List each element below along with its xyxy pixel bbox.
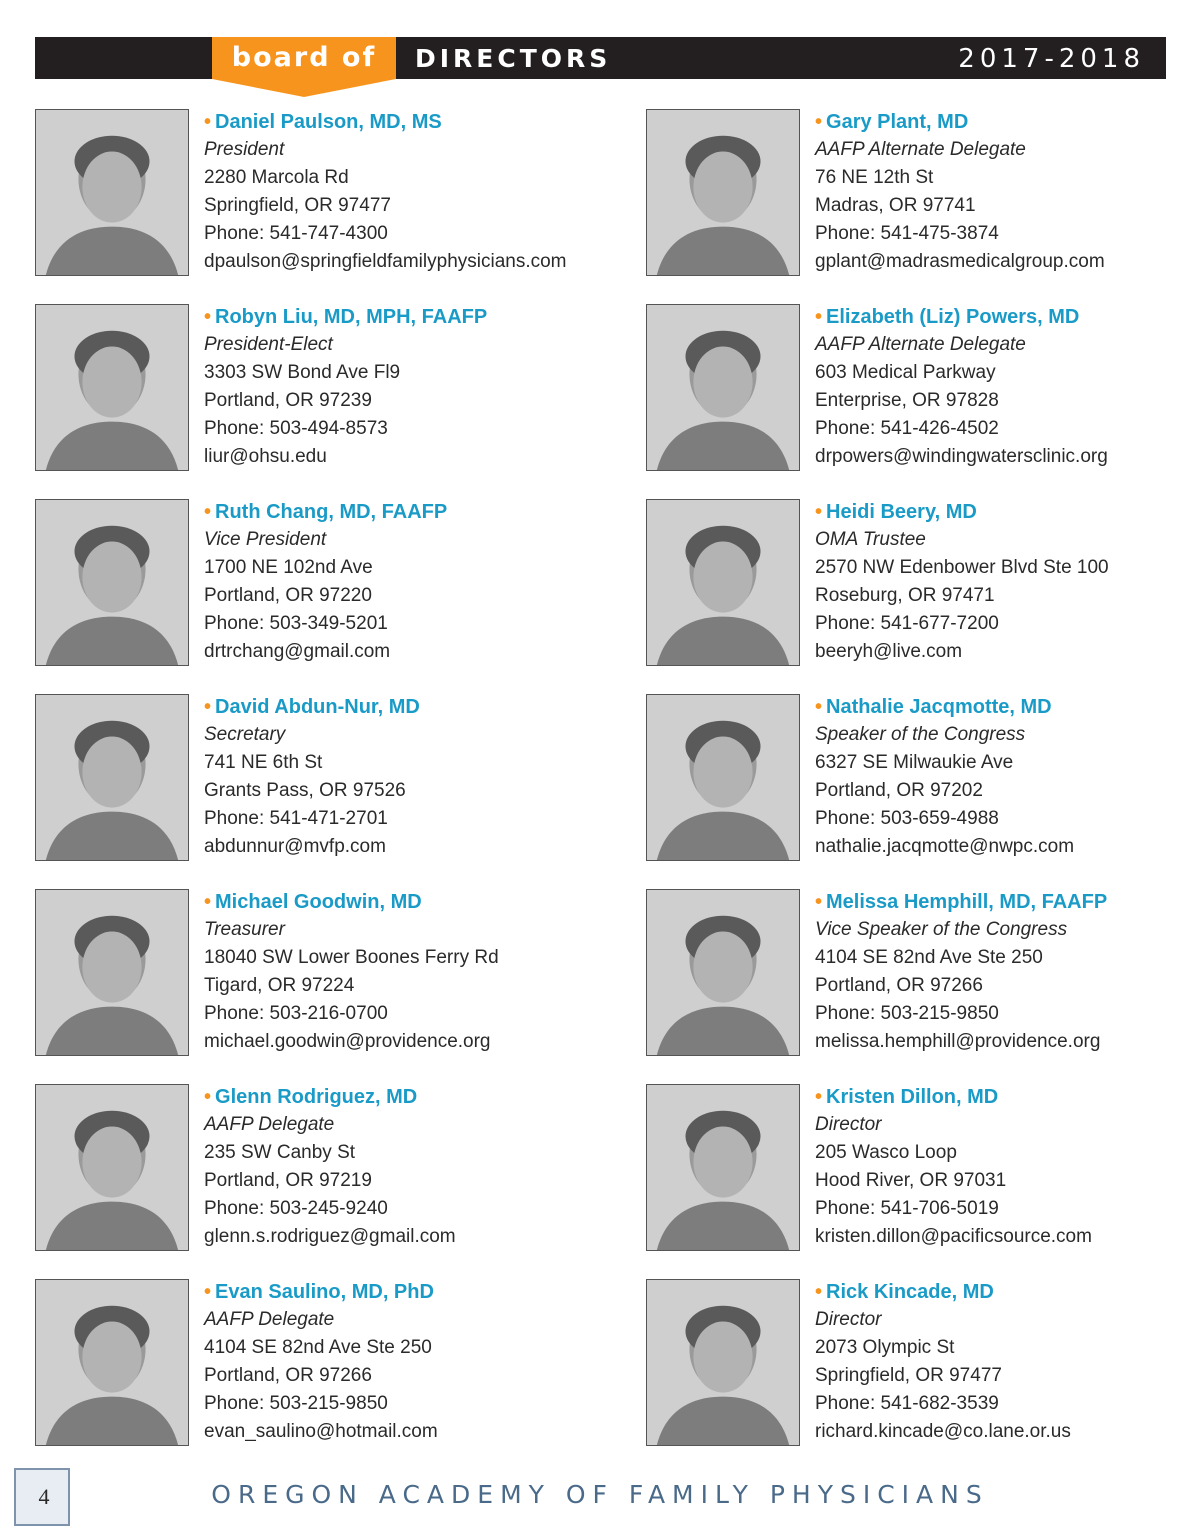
director-name: Rick Kincade, MD [826,1281,994,1303]
director-info [815,1083,1092,1251]
director-email[interactable]: dpaulson@springfieldfamilyphysicians.com [204,251,567,272]
director-name-line [815,693,1074,721]
director-entry [35,1279,595,1474]
portrait-icon [36,110,188,275]
header-tab-label: board of [231,42,377,73]
page-title: DIRECTORS [415,44,612,73]
director-phone: Phone: 503-216-0700 [204,1003,388,1024]
director-role: AAFP Delegate [204,1309,335,1330]
director-name-line [204,303,487,331]
director-phone: Phone: 541-426-4502 [815,418,999,439]
director-entry [35,304,595,499]
director-name-line [815,1278,1071,1306]
director-address-street: 235 SW Canby St [204,1142,356,1163]
director-entry [646,1084,1200,1279]
director-photo [646,889,800,1056]
director-phone: Phone: 503-659-4988 [815,808,999,829]
director-info [204,1083,456,1251]
director-name: Nathalie Jacqmotte, MD [826,696,1052,718]
director-role: AAFP Alternate Delegate [815,334,1026,355]
director-phone: Phone: 503-215-9850 [204,1393,388,1414]
director-address-street: 205 Wasco Loop [815,1142,957,1163]
bullet-icon: • [815,891,823,913]
director-address-street: 6327 SE Milwaukie Ave [815,752,1014,773]
director-entry [646,694,1200,889]
director-photo [646,304,800,471]
director-address-city: Portland, OR 97266 [204,1365,372,1386]
director-name-line [204,498,447,526]
director-name: Robyn Liu, MD, MPH, FAAFP [215,306,488,328]
director-address-street: 76 NE 12th St [815,167,934,188]
director-address-street: 741 NE 6th St [204,752,323,773]
director-name-line [204,1083,456,1111]
director-name: Elizabeth (Liz) Powers, MD [826,306,1080,328]
director-photo [35,499,189,666]
director-name-line [815,1083,1092,1111]
director-role: Director [815,1114,882,1135]
director-name-line [815,303,1108,331]
director-entry [646,499,1200,694]
director-info [204,498,447,666]
director-phone: Phone: 503-494-8573 [204,418,388,439]
director-address-street: 2073 Olympic St [815,1337,955,1358]
director-email[interactable]: abdunnur@mvfp.com [204,836,386,857]
director-email[interactable]: glenn.s.rodriguez@gmail.com [204,1226,456,1247]
portrait-icon [647,1085,799,1250]
director-address-street: 603 Medical Parkway [815,362,996,383]
director-photo [35,1279,189,1446]
director-role: President-Elect [204,334,333,355]
director-phone: Phone: 541-747-4300 [204,223,388,244]
director-email[interactable]: evan_saulino@hotmail.com [204,1421,438,1442]
director-address-city: Portland, OR 97202 [815,780,983,801]
director-name: David Abdun-Nur, MD [215,696,420,718]
director-name: Kristen Dillon, MD [826,1086,999,1108]
director-entry [35,889,595,1084]
bullet-icon: • [815,696,823,718]
director-address-city: Portland, OR 97239 [204,390,372,411]
director-email[interactable]: drtrchang@gmail.com [204,641,391,662]
director-name-line [204,108,567,136]
director-address-city: Portland, OR 97266 [815,975,983,996]
director-info [815,1278,1071,1446]
director-role: Secretary [204,724,286,745]
director-name-line [204,693,420,721]
bullet-icon: • [815,1281,823,1303]
portrait-icon [36,695,188,860]
director-photo [35,109,189,276]
portrait-icon [647,890,799,1055]
director-address-city: Portland, OR 97219 [204,1170,372,1191]
director-name: Ruth Chang, MD, FAAFP [215,501,448,523]
director-role: AAFP Delegate [204,1114,335,1135]
director-name: Gary Plant, MD [826,111,969,133]
director-role: Vice President [204,529,327,550]
director-info [204,888,499,1056]
portrait-icon [647,305,799,470]
director-address-city: Springfield, OR 97477 [204,195,391,216]
director-email[interactable]: beeryh@live.com [815,641,963,662]
director-photo [646,1279,800,1446]
director-info [204,693,420,861]
director-name: Michael Goodwin, MD [215,891,422,913]
portrait-icon [36,305,188,470]
director-email[interactable]: melissa.hemphill@providence.org [815,1031,1101,1052]
bullet-icon: • [204,111,212,133]
director-info [815,693,1074,861]
director-phone: Phone: 541-706-5019 [815,1198,999,1219]
director-name-line [815,498,1109,526]
director-info [815,888,1107,1056]
director-name-line [204,1278,438,1306]
director-address-city: Springfield, OR 97477 [815,1365,1002,1386]
director-email[interactable]: richard.kincade@co.lane.or.us [815,1421,1071,1442]
director-email[interactable]: nathalie.jacqmotte@nwpc.com [815,836,1075,857]
portrait-icon [647,110,799,275]
director-address-street: 3303 SW Bond Ave Fl9 [204,362,401,383]
director-email[interactable]: michael.goodwin@providence.org [204,1031,491,1052]
director-entry [646,109,1200,304]
director-address-street: 18040 SW Lower Boones Ferry Rd [204,947,499,968]
director-address-city: Hood River, OR 97031 [815,1170,1007,1191]
director-info [204,1278,438,1446]
portrait-icon [647,500,799,665]
director-role: Director [815,1309,882,1330]
director-role: President [204,139,285,160]
director-email[interactable]: kristen.dillon@pacificsource.com [815,1226,1092,1247]
director-photo [646,109,800,276]
director-name-line [204,888,499,916]
director-phone: Phone: 541-475-3874 [815,223,999,244]
director-photo [35,694,189,861]
bullet-icon: • [204,501,212,523]
director-name-line [815,108,1105,136]
director-photo [646,1084,800,1251]
director-role: AAFP Alternate Delegate [815,139,1026,160]
director-info [204,303,487,471]
director-name: Daniel Paulson, MD, MS [215,111,442,133]
bullet-icon: • [815,1086,823,1108]
director-entry [35,694,595,889]
director-photo [35,304,189,471]
director-address-city: Madras, OR 97741 [815,195,976,216]
director-entry [646,889,1200,1084]
director-address-street: 1700 NE 102nd Ave [204,557,373,578]
page-number: 4 [38,1484,50,1509]
director-role: Speaker of the Congress [815,724,1026,745]
director-name-line [815,888,1107,916]
director-name: Heidi Beery, MD [826,501,977,523]
director-address-street: 4104 SE 82nd Ave Ste 250 [204,1337,432,1358]
director-info [815,498,1109,666]
director-address-city: Grants Pass, OR 97526 [204,780,406,801]
director-phone: Phone: 503-215-9850 [815,1003,999,1024]
director-name: Glenn Rodriguez, MD [215,1086,418,1108]
footer-organization: OREGON ACADEMY OF FAMILY PHYSICIANS [211,1480,989,1509]
director-address-city: Portland, OR 97220 [204,585,372,606]
bullet-icon: • [204,1281,212,1303]
director-phone: Phone: 541-682-3539 [815,1393,999,1414]
director-address-city: Tigard, OR 97224 [204,975,355,996]
directors-column-right [646,109,1200,1474]
director-photo [35,1084,189,1251]
director-address-city: Roseburg, OR 97471 [815,585,995,606]
header-year: 2017-2018 [958,44,1145,74]
director-address-street: 2280 Marcola Rd [204,167,349,188]
director-phone: Phone: 503-245-9240 [204,1198,388,1219]
director-address-street: 2570 NW Edenbower Blvd Ste 100 [815,557,1109,578]
bullet-icon: • [815,501,823,523]
portrait-icon [36,1280,188,1445]
director-role: OMA Trustee [815,529,926,550]
bullet-icon: • [204,1086,212,1108]
director-entry [646,304,1200,499]
director-email[interactable]: gplant@madrasmedicalgroup.com [815,251,1105,272]
director-role: Vice Speaker of the Congress [815,919,1068,940]
portrait-icon [36,500,188,665]
director-address-city: Enterprise, OR 97828 [815,390,999,411]
director-photo [35,889,189,1056]
director-phone: Phone: 541-677-7200 [815,613,999,634]
director-entry [35,499,595,694]
director-name: Evan Saulino, MD, PhD [215,1281,434,1303]
director-photo [646,694,800,861]
director-entry [646,1279,1200,1474]
portrait-icon [36,890,188,1055]
director-phone: Phone: 541-471-2701 [204,808,388,829]
director-info [815,303,1108,471]
director-role: Treasurer [204,919,285,940]
portrait-icon [647,1280,799,1445]
bullet-icon: • [204,306,212,328]
bullet-icon: • [204,891,212,913]
director-entry [35,1084,595,1279]
bullet-icon: • [815,111,823,133]
directors-column-left [35,109,595,1474]
director-info [815,108,1105,276]
director-info [204,108,567,276]
director-email[interactable]: drpowers@windingwatersclinic.org [815,446,1108,467]
portrait-icon [36,1085,188,1250]
bullet-icon: • [204,696,212,718]
director-photo [646,499,800,666]
director-entry [35,109,595,304]
director-phone: Phone: 503-349-5201 [204,613,388,634]
director-address-street: 4104 SE 82nd Ave Ste 250 [815,947,1043,968]
bullet-icon: • [815,306,823,328]
director-name: Melissa Hemphill, MD, FAAFP [826,891,1108,913]
portrait-icon [647,695,799,860]
director-email[interactable]: liur@ohsu.edu [204,446,327,467]
